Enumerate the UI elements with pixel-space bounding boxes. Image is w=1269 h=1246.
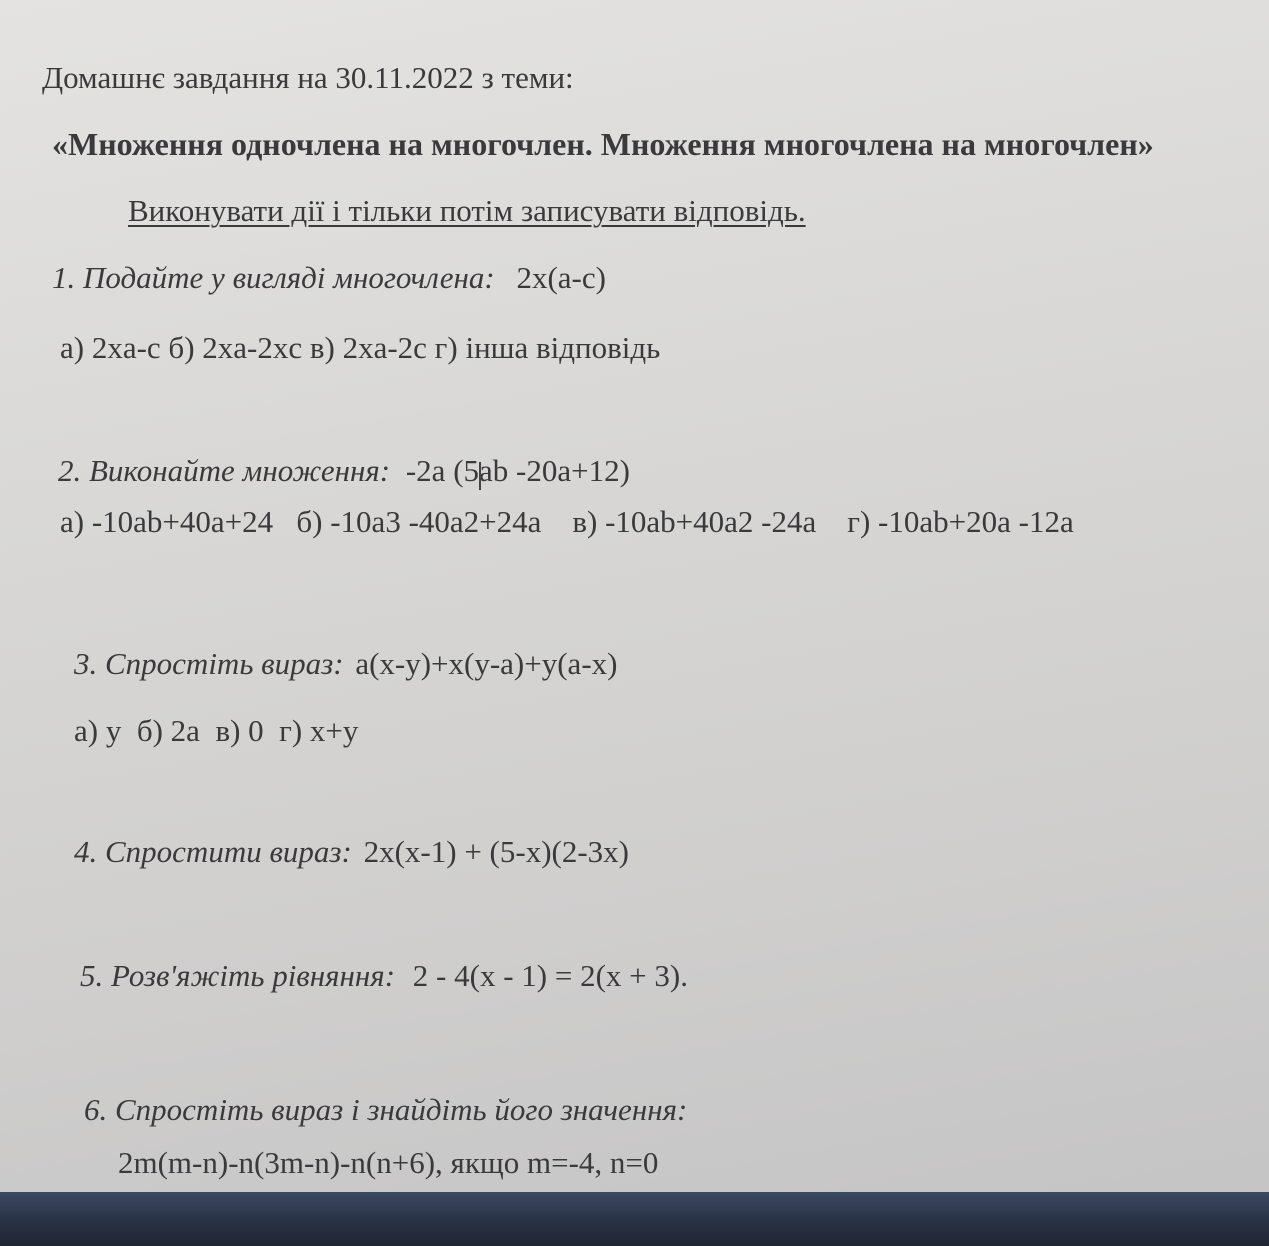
task-6-expression: 2m(m-n)-n(3m-n)-n(n+6), якщо m=-4, n=0 — [118, 1145, 659, 1180]
task-1-expression: 2x(a-c) — [516, 260, 606, 295]
topic-title: «Множення одночлена на многочлен. Множення многочлена на многочлен» — [52, 126, 1154, 162]
task-3-prompt: 3. Спростіть вираз: — [74, 646, 344, 681]
homework-date-line: Домашнє завдання на 30.11.2022 з теми: — [42, 60, 574, 95]
instruction-line: Виконувати дії і тільки потім записувати відповідь. — [128, 193, 806, 228]
task-3-options: а) y б) 2a в) 0 г) x+y — [74, 713, 359, 748]
task-5-prompt: 5. Розв'яжіть рівняння: — [80, 958, 396, 993]
task-4-prompt: 4. Спростити вираз: — [74, 834, 352, 869]
task-5-expression: 2 - 4(x - 1) = 2(x + 3). — [412, 958, 688, 993]
task-5 — [80, 958, 688, 994]
text-cursor-icon — [479, 462, 491, 490]
monitor-bezel — [0, 1192, 1269, 1246]
task-3-expression: a(x-y)+x(y-a)+y(a-x) — [355, 646, 618, 681]
task-1-options: а) 2xa-c б) 2xa-2xc в) 2xa-2c г) інша відповідь — [60, 330, 661, 365]
task-2-options: а) -10ab+40a+24 б) -10a3 -40a2+24a в) -10ab+40a2 -24a г) -10ab+20a -12a — [60, 504, 1074, 539]
task-2-expression: -2a (5ab -20a+12) — [405, 453, 630, 488]
task-2 — [58, 453, 630, 489]
task-4 — [74, 834, 629, 870]
task-1 — [52, 260, 606, 296]
task-3 — [74, 646, 617, 682]
task-2-prompt: 2. Виконайте множення: — [58, 453, 391, 488]
task-1-prompt: 1. Подайте у вигляді многочлена: — [52, 260, 495, 295]
task-6-prompt: 6. Спростіть вираз і знайдіть його значення: — [84, 1092, 688, 1127]
task-4-expression: 2x(x-1) + (5-x)(2-3x) — [363, 834, 629, 869]
